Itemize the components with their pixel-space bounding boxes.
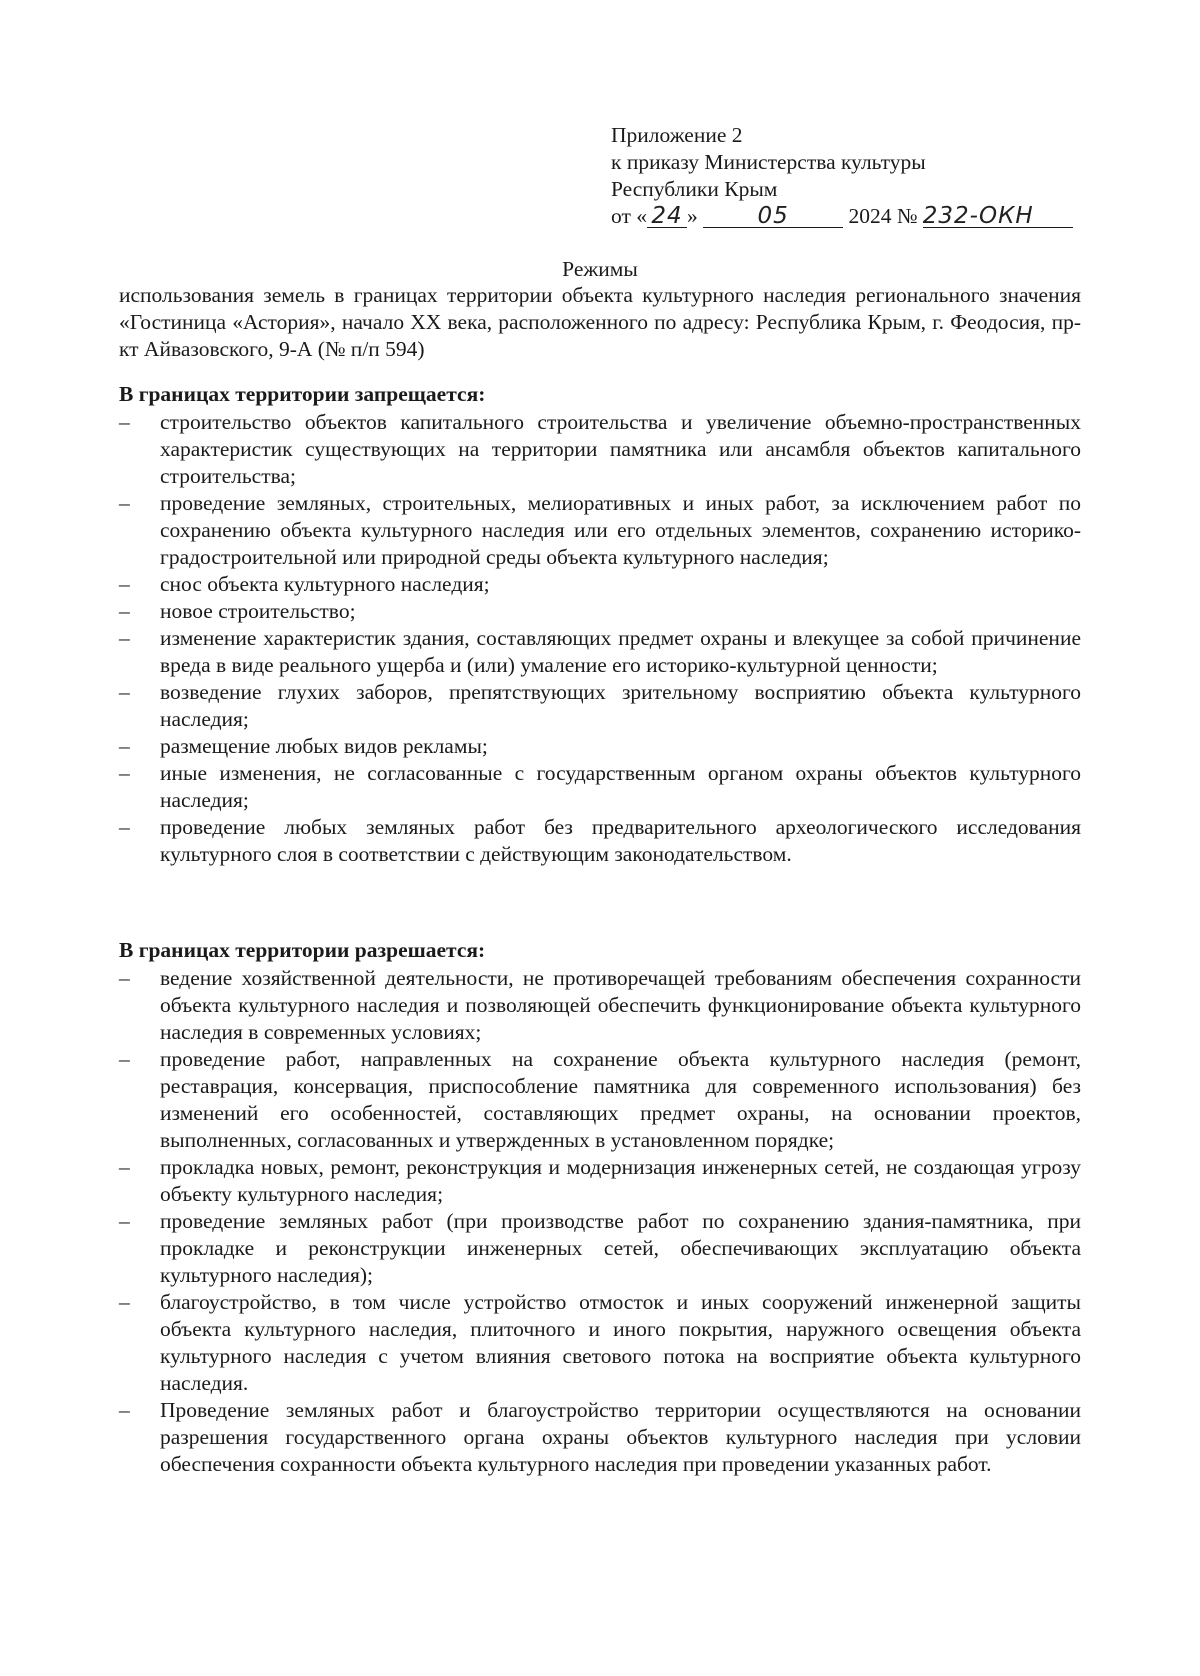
order-day: 24 (647, 205, 687, 228)
dash-marker: – (119, 734, 130, 758)
list-item-text: прокладка новых, ремонт, реконструкция и модернизация инженерных сетей, не создающая угрозу объекту культурного наследия; (160, 1155, 1081, 1206)
list-item (119, 965, 1081, 1046)
list-item (119, 1289, 1081, 1397)
list-item-text: благоустройство, в том числе устройство отмосток и иных сооружений инженерной защиты объекта культурного наследия, плиточного и иного покрытия, наружного освещения объекта культурного наследия с учетом влияния светового потока на восприятие объекта культурного наследия. (160, 1290, 1081, 1395)
prohibited-heading: В границах территории запрещается: (119, 382, 486, 406)
permitted-list (119, 965, 1081, 1478)
dash-marker: – (119, 626, 130, 650)
list-item-text: ведение хозяйственной деятельности, не противоречащей требованиям обеспечения сохранности объекта культурного наследия и позволяющей обеспечить функционирование объекта культурного наследия в современных условиях; (160, 966, 1081, 1044)
appendix-header (611, 122, 1073, 230)
list-item-text: проведение земляных, строительных, мелиоративных и иных работ, за исключением работ по сохранению объекта культурного наследия или его отдельных элементов, сохранению историко-градостроительной или природной среды объекта культурного наследия; (160, 491, 1081, 569)
dash-marker: – (119, 680, 130, 704)
dash-marker: – (119, 966, 130, 990)
list-item (119, 733, 1081, 760)
dash-marker: – (119, 410, 130, 434)
permitted-heading: В границах территории разрешается: (119, 938, 486, 962)
list-item (119, 814, 1081, 868)
dash-marker: – (119, 1047, 130, 1071)
dash-marker: – (119, 1209, 130, 1233)
dash-marker: – (119, 1290, 130, 1314)
document-subject: использования земель в границах территории объекта культурного наследия регионального значения «Гостиница «Астория», начало XX века, расположенного по адресу: Республика Крым, г. Феодосия, пр-кт Айвазовского, 9-А (№ п/п 594) (119, 283, 1081, 361)
year-and-number-label: 2024 № (848, 204, 918, 228)
list-item (119, 598, 1081, 625)
list-item (119, 760, 1081, 814)
list-item-text: проведение работ, направленных на сохранение объекта культурного наследия (ремонт, реставрация, консервация, приспособление памятника для современного использования) без изменений его особенностей, составляющих предмет охраны, на основании проектов, выполненных, согласованных и утвержденных в установленном порядке; (160, 1047, 1081, 1152)
list-item (119, 1208, 1081, 1289)
list-item (119, 1397, 1081, 1478)
list-item-text: проведение земляных работ (при производстве работ по сохранению здания-памятника, при прокладке и реконструкции инженерных сетей, обеспечивающих эксплуатацию объекта культурного наследия); (160, 1209, 1081, 1287)
appendix-line-3: Республики Крым (611, 177, 778, 201)
dash-marker: – (119, 1398, 130, 1422)
appendix-line-2: к приказу Министерства культуры (611, 150, 926, 174)
list-item (119, 625, 1081, 679)
list-item-text: строительство объектов капитального строительства и увеличение объемно-пространственных характеристик существующих на территории памятника или ансамбля объектов капитального строительства; (160, 410, 1081, 488)
list-item (119, 1154, 1081, 1208)
list-item-text: Проведение земляных работ и благоустройство территории осуществляются на основании разрешения государственного органа охраны объектов культурного наследия при условии обеспечения сохранности объекта культурного наследия при проведении указанных работ. (160, 1398, 1081, 1476)
dash-marker: – (119, 761, 130, 785)
list-item-text: возведение глухих заборов, препятствующих зрительному восприятию объекта культурного наследия; (160, 680, 1081, 731)
list-item-text: новое строительство; (160, 599, 356, 623)
dash-marker: – (119, 491, 130, 515)
list-item-text: снос объекта культурного наследия; (160, 572, 490, 596)
list-item (119, 490, 1081, 571)
list-item-text: размещение любых видов рекламы; (160, 734, 488, 758)
date-mid: » (687, 204, 698, 228)
dash-marker: – (119, 599, 130, 623)
date-prefix: от « (611, 204, 647, 228)
list-item (119, 679, 1081, 733)
prohibited-list (119, 409, 1081, 868)
order-number: 232-ОКН (923, 205, 1073, 228)
order-date-line (611, 203, 1073, 230)
list-item-text: изменение характеристик здания, составляющих предмет охраны и влекущее за собой причинение вреда в виде реального ущерба и (или) умаление его историко-культурной ценности; (160, 626, 1081, 677)
document-title: Режимы (562, 257, 638, 281)
dash-marker: – (119, 815, 130, 839)
list-item (119, 1046, 1081, 1154)
dash-marker: – (119, 572, 130, 596)
appendix-line-1: Приложение 2 (611, 123, 743, 147)
list-item (119, 409, 1081, 490)
list-item-text: иные изменения, не согласованные с государственным органом охраны объектов культурного наследия; (160, 761, 1081, 812)
list-item-text: проведение любых земляных работ без предварительного археологического исследования культурного слоя в соответствии с действующим законодательством. (160, 815, 1081, 866)
dash-marker: – (119, 1155, 130, 1179)
list-item (119, 571, 1081, 598)
order-month: 05 (703, 205, 843, 228)
